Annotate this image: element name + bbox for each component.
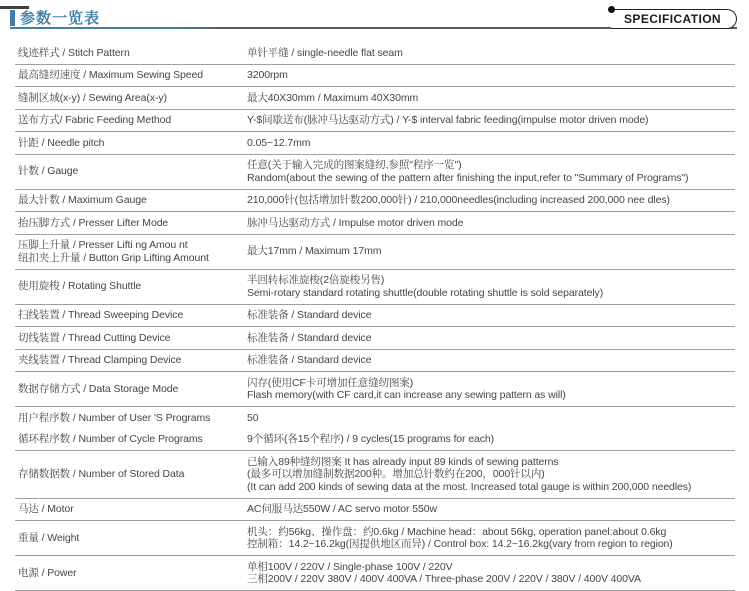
row-value: [247, 456, 735, 494]
row-label: [15, 332, 247, 345]
label-line: 纽扣夹上升量 / Button Grip Lifting Amount: [18, 251, 209, 264]
row-label: [15, 354, 247, 367]
label-line: 线迹样式 / Stitch Pattern: [18, 46, 130, 59]
label-line: 扫线装置 / Thread Sweeping Device: [18, 309, 184, 321]
label-line: 数据存储方式 / Data Storage Mode: [18, 382, 179, 395]
specification-badge: [611, 9, 737, 29]
label-line: 用户程序数 / Number of User 'S Programs: [18, 411, 211, 424]
table-row: [15, 451, 735, 499]
value-line: 0.05~12.7mm: [247, 136, 311, 149]
row-label: [15, 165, 247, 178]
page-title: 参数一览表: [20, 10, 101, 27]
table-row: [15, 429, 735, 452]
row-value: [247, 114, 735, 127]
row-label: [15, 412, 247, 425]
table-row: [15, 132, 735, 155]
row-value: [247, 433, 735, 446]
label-line: 切线装置 / Thread Cutting Device: [18, 331, 171, 344]
row-label: [15, 567, 247, 580]
row-label: [15, 47, 247, 60]
table-row: [15, 235, 735, 270]
table-row: [15, 521, 735, 556]
row-label: [15, 433, 247, 446]
row-value: [247, 526, 735, 551]
specification-badge-label: SPECIFICATION: [624, 12, 721, 26]
table-row: [15, 110, 735, 133]
row-value: [247, 217, 735, 230]
label-line: 针距 / Needle pitch: [18, 136, 105, 149]
value-line: 任意(关于输入完成的图案缝纫,参照"程序一览"): [247, 159, 462, 171]
value-line: 标准装备 / Standard device: [247, 309, 372, 321]
value-line: 标准装备 / Standard device: [247, 331, 372, 344]
table-row: [15, 372, 735, 407]
label-line: 抬压脚方式 / Presser Lifter Mode: [18, 216, 169, 229]
label-line: 最高缝纫速度 / Maximum Sewing Speed: [18, 69, 203, 81]
value-line: 单针平缝 / single-needle flat seam: [247, 46, 403, 59]
row-value: [247, 354, 735, 367]
value-line: 50: [247, 411, 259, 424]
table-row: [15, 155, 735, 190]
table-row: [15, 350, 735, 373]
value-line: 最大17mm / Maximum 17mm: [247, 245, 382, 258]
row-value: [247, 274, 735, 299]
table-row: [15, 556, 735, 591]
value-line: 控制箱：14.2~16.2kg(因提供地区而异) / Control box: 14.2~16.2kg(vary from region to region): [247, 538, 673, 550]
spec-table: [15, 42, 735, 591]
value-line: (It can add 200 kinds of sewing data at the most. Increased total gauge is within 200,000 needles): [247, 480, 692, 493]
label-line: 电源 / Power: [18, 566, 77, 579]
row-value: [247, 47, 735, 60]
label-line: 最大针数 / Maximum Gauge: [18, 194, 147, 206]
label-line: 针数 / Gauge: [18, 165, 79, 178]
row-label: [15, 309, 247, 322]
row-value: [247, 69, 735, 82]
table-row: [15, 212, 735, 235]
row-value: [247, 561, 735, 586]
row-label: [15, 383, 247, 396]
row-label: [15, 114, 247, 127]
label-line: 压脚上升量 / Presser Lifti ng Amou nt: [18, 239, 188, 251]
label-line: 重量 / Weight: [18, 531, 80, 544]
row-value: [247, 332, 735, 345]
value-line: 标准装备 / Standard device: [247, 354, 372, 366]
value-line: Semi-rotary standard rotating shuttle(double rotating shuttle is sold separately): [247, 286, 604, 299]
row-value: [247, 245, 735, 258]
table-row: [15, 190, 735, 213]
row-label: [15, 532, 247, 545]
row-value: [247, 194, 735, 207]
value-line: 9个循环(各15个程序) / 9 cycles(15 programs for each): [247, 433, 494, 445]
label-line: 循环程序数 / Number of Cycle Programs: [18, 433, 203, 445]
label-line: 使用旋梭 / Rotating Shuttle: [18, 280, 142, 293]
row-label: [15, 468, 247, 481]
row-value: [247, 503, 735, 516]
title-accent-bar: [10, 10, 15, 26]
value-line: 210,000针(包括增加针数200,000针) / 210,000needles(including increased 200,000 nee dles): [247, 194, 670, 206]
label-line: 缝制区域(x-y) / Sewing Area(x-y): [18, 91, 167, 104]
row-label: [15, 217, 247, 230]
value-line: 单相100V / 220V / Single-phase 100V / 220V: [247, 560, 453, 573]
value-line: 三相200V / 220V 380V / 400V 400VA / Three-phase 200V / 220V / 380V / 400V 400VA: [247, 573, 641, 585]
row-value: [247, 159, 735, 184]
label-line: 马达 / Motor: [18, 503, 74, 515]
value-line: 半回转标准旋梭(2倍旋梭另售): [247, 274, 385, 286]
row-label: [15, 239, 247, 264]
value-line: (最多可以增加缝制数据200种。增加总针数约在200，000针以内): [247, 468, 545, 480]
value-line: 3200rpm: [247, 69, 288, 81]
table-row: [15, 305, 735, 328]
label-line: 送布方式/ Fabric Feeding Method: [18, 114, 172, 126]
row-value: [247, 377, 735, 402]
table-row: [15, 42, 735, 65]
row-label: [15, 194, 247, 207]
row-value: [247, 92, 735, 105]
label-line: 夹线装置 / Thread Clamping Device: [18, 354, 182, 366]
value-line: Flash memory(with CF card,it can increase any sewing pattern as will): [247, 389, 566, 401]
row-value: [247, 309, 735, 322]
table-row: [15, 407, 735, 429]
row-label: [15, 137, 247, 150]
row-value: [247, 412, 735, 425]
value-line: 脉冲马达驱动方式 / Impulse motor driven mode: [247, 216, 464, 229]
table-row: [15, 65, 735, 88]
value-line: 闪存(使用CF卡可增加任意缝纫图案): [247, 376, 414, 389]
table-row: [15, 87, 735, 110]
value-line: 机头：约56kg、操作盘：约0.6kg / Machine head：about 56kg, operation panel:about 0.6kg: [247, 525, 667, 538]
value-line: Random(about the sewing of the pattern after finishing the input,refer to "Summary of Programs"): [247, 171, 689, 184]
row-label: [15, 92, 247, 105]
value-line: AC伺服马达550W / AC servo motor 550w: [247, 503, 437, 515]
page-header: [0, 6, 749, 37]
table-row: [15, 499, 735, 522]
value-line: 最大40X30mm / Maximum 40X30mm: [247, 91, 419, 104]
value-line: 已输入89种缝纫图案 It has already input 89 kinds of sewing patterns: [247, 455, 559, 468]
table-row: [15, 327, 735, 350]
label-line: 存储数据数 / Number of Stored Data: [18, 468, 185, 480]
row-value: [247, 137, 735, 150]
row-label: [15, 69, 247, 82]
row-label: [15, 280, 247, 293]
badge-dot-icon: [608, 6, 615, 13]
row-label: [15, 503, 247, 516]
table-row: [15, 270, 735, 305]
value-line: Y-$间歇送布(脉冲马达驱动方式) / Y-$ interval fabric feeding(impulse motor driven mode): [247, 114, 649, 126]
